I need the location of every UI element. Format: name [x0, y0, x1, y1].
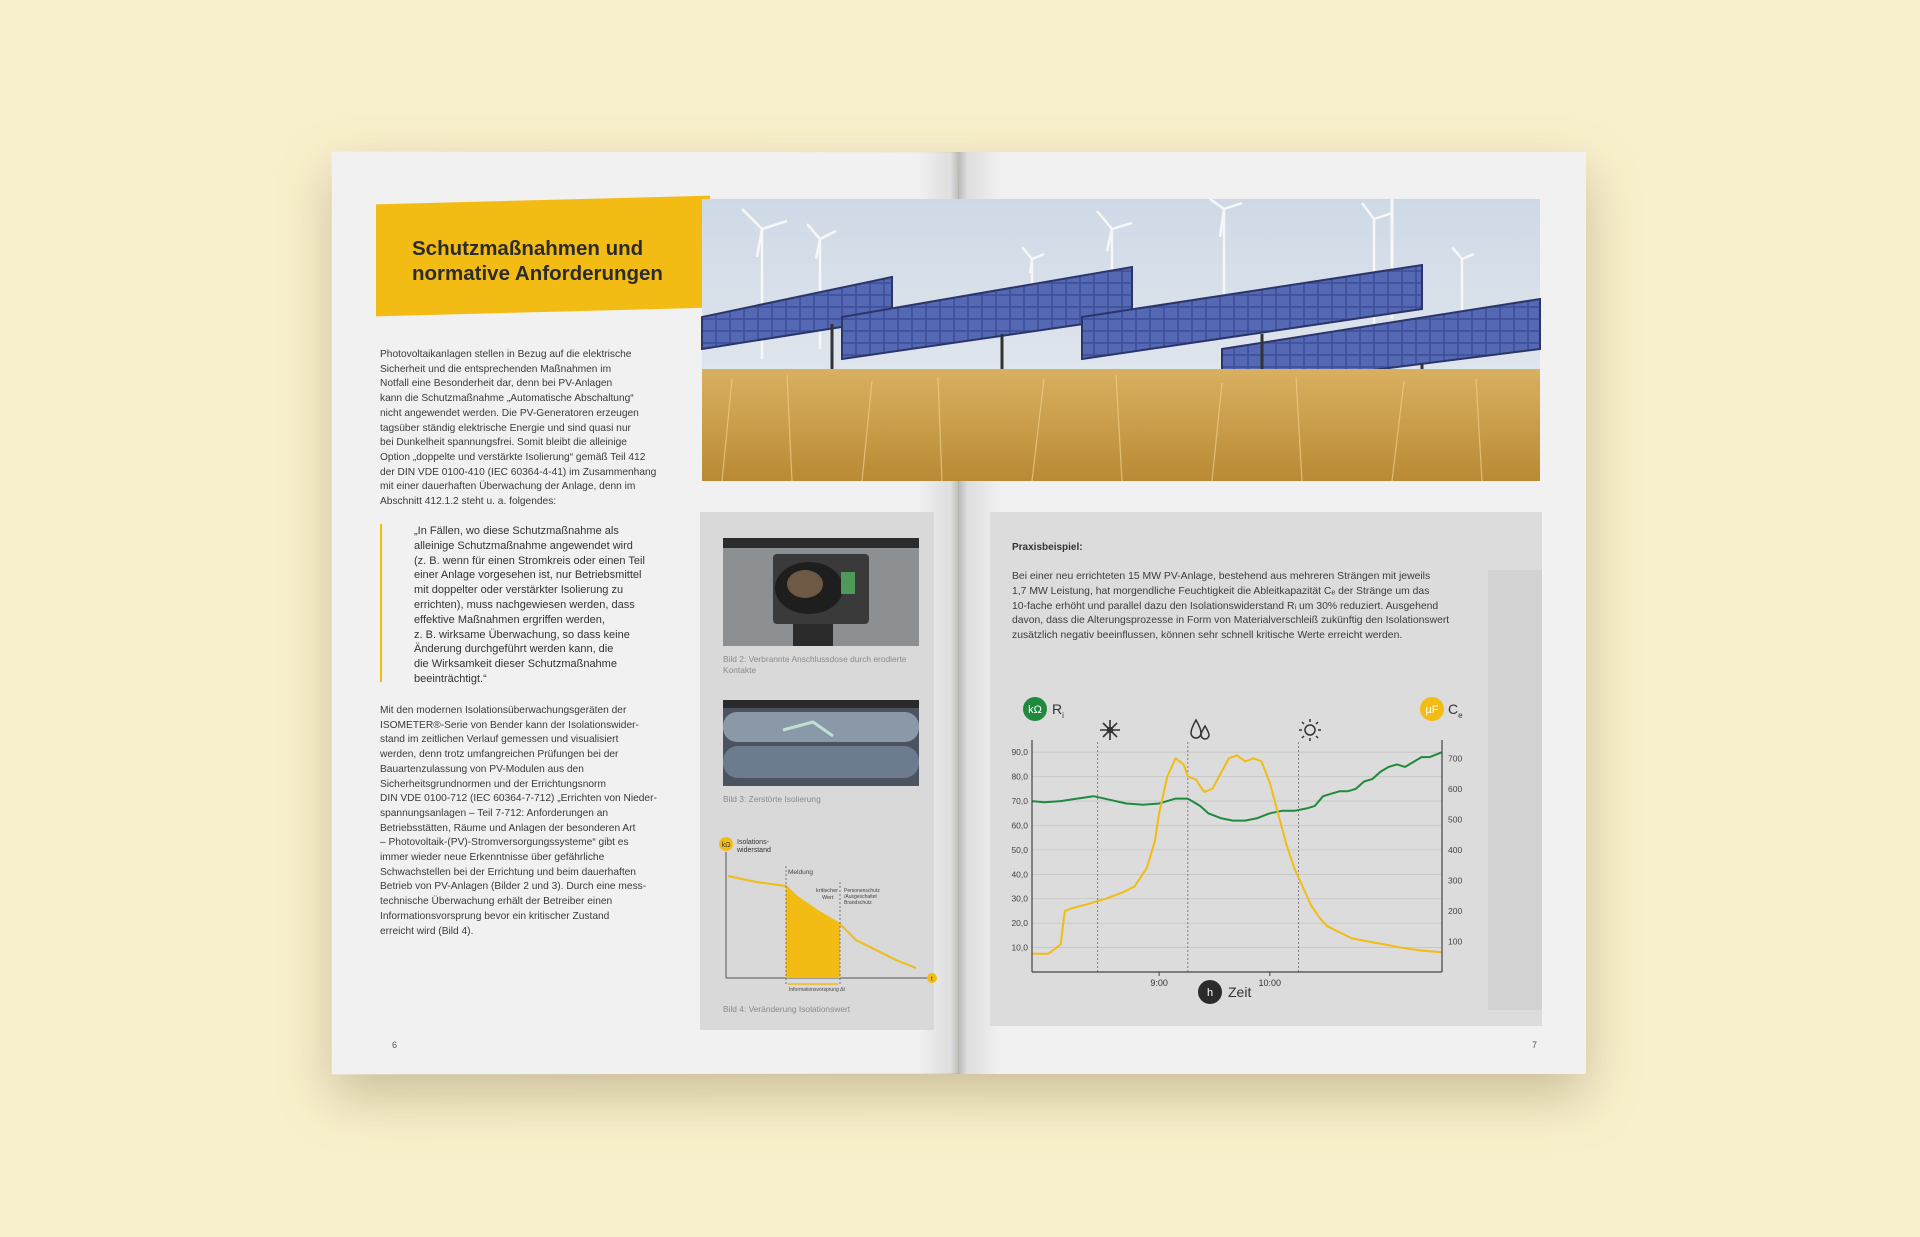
text-line: Abschnitt 412.1.2 steht u. a. folgendes: [380, 496, 557, 508]
text-line: 1,7 MW Leistung, hat morgendliche Feuchtigkeit die Ableitkapazität Cₑ der Stränge um das [1012, 585, 1430, 597]
right-axis-symbol: C [1448, 701, 1459, 717]
damaged-cable-photo [723, 700, 919, 786]
insulation-change-chart [716, 836, 948, 993]
snowflake-icon [1100, 720, 1120, 740]
text-line: stand im zeitlichen Verlauf gemessen und visualisiert [380, 734, 619, 746]
left-tick-label: 40,0 [1011, 869, 1028, 880]
quote-bar [380, 524, 382, 682]
right-tick-label: 300 [1448, 875, 1463, 886]
time-axis-badge-label: h [1206, 987, 1214, 999]
intro-paragraph [380, 348, 680, 510]
time-badge-label: t [931, 976, 933, 983]
norm-quote [406, 524, 676, 687]
y-axis-title: widerstand [737, 847, 771, 854]
text-line: Bauartenzulassung von PV-Modulen aus den [380, 763, 584, 775]
text-line: spannungsanlagen – Teil 7-712: Anforderungen an [380, 807, 609, 819]
x-tick-label: 9:00 [1150, 978, 1168, 988]
text-line: Betrieb von PV-Anlagen (Bilder 2 und 3). Durch eine mess- [380, 881, 647, 893]
chart-gridlines [1032, 752, 1442, 947]
page-number-left: 6 [392, 1040, 398, 1050]
right-tick-label: 100 [1448, 936, 1463, 947]
unit-badge-label: kΩ [721, 842, 731, 849]
y-axis-title: Isolations- [737, 839, 769, 846]
page-title [412, 236, 712, 286]
solar-farm-illustration [702, 199, 1540, 481]
text-line: ISOMETER®-Serie von Bender kann der Isolationswider- [380, 719, 639, 731]
figure-caption: Bild 3: Zerstörte Isolierung [723, 794, 821, 804]
label-protection: Brandschutz [844, 900, 872, 906]
text-line: technische Überwachung erhält der Betreiber einen [380, 896, 613, 908]
left-axis-subscript: i [1062, 711, 1064, 720]
x-tick-label: 10:00 [1258, 978, 1282, 988]
panel-extension [1488, 570, 1542, 1010]
title-line: normative Anforderungen [412, 262, 663, 285]
left-axis-badge-label: kΩ [1028, 704, 1042, 716]
quote-line: die Wirksamkeit dieser Schutzmaßnahme [414, 658, 617, 671]
right-tick-label: 500 [1448, 814, 1463, 825]
left-tick-label: 90,0 [1011, 747, 1028, 758]
quote-line: einer Anlage vorgesehen ist, nur Betriebsmittel [414, 569, 642, 582]
quote-line: mit doppelter oder verstärkter Isolierung zu [414, 584, 624, 597]
text-line: davon, dass die Alterungsprozesse in Form von Materialverschleiß zukünftig den Isolationswert [1012, 615, 1450, 627]
text-line: Informationsvorsprung bevor ein kritischer Zustand [380, 910, 610, 922]
resistance-line [1032, 752, 1442, 820]
text-line: bei Dunkelheit spannungsfrei. Somit bleibt die alleinige [380, 437, 627, 449]
right-tick-label: 600 [1448, 783, 1463, 794]
text-line: tagsüber ständig elektrische Energie und sind quasi nur [380, 422, 631, 434]
text-line: – Photovoltaik-(PV)-Stromversorgungssysteme“ gibt es [380, 837, 629, 849]
junction-box-illustration [723, 538, 919, 646]
label-protection: /Ausgeschaltet [844, 894, 877, 900]
right-tick-label: 700 [1448, 753, 1463, 764]
resistance-capacitance-chart [1010, 690, 1480, 1010]
text-line: immer wieder neue Erkenntnisse über gefährliche [380, 852, 605, 864]
text-line: zusätzlich negativ beeinflussen, können sehr schnell kritische Werte erreicht werden. [1012, 630, 1403, 642]
text-line: Notfall eine Besonderheit dar, denn bei PV-Anlagen [380, 378, 613, 390]
label-critical: kritischer [816, 888, 839, 894]
quote-line: „In Fällen, wo diese Schutzmaßnahme als [414, 525, 619, 537]
left-tick-label: 80,0 [1011, 771, 1028, 782]
quote-line: Änderung durchgeführt werden kann, die [414, 643, 614, 656]
quote-line: alleinige Schutzmaßnahme angewendet wird [414, 539, 633, 552]
cable-illustration [723, 700, 919, 786]
label-interval: Informationsvorsprung Δt [789, 987, 845, 993]
figure-caption [723, 654, 923, 676]
text-line: Bei einer neu errichteten 15 MW PV-Anlage, bestehend aus mehreren Strängen mit jeweils [1012, 571, 1431, 582]
body-paragraph [380, 704, 680, 939]
solar-farm-photo [702, 199, 1540, 481]
left-tick-label: 30,0 [1011, 893, 1028, 904]
quote-line: z. B. wirksame Überwachung, so dass keine [414, 628, 630, 641]
text-line: Mit den modernen Isolationsüberwachungsgeräten der [380, 705, 627, 716]
text-line: werden, denn trotz umfangreichen Prüfungen bei der [380, 749, 619, 761]
text-line: Photovoltaikanlagen stellen in Bezug auf die elektrische [380, 349, 632, 360]
x-axis-title: Zeit [1228, 984, 1252, 1000]
quote-line: errichten), muss nachgewiesen werden, dass [414, 598, 635, 611]
caption-line: Kontakte [723, 665, 757, 675]
text-line: kann die Schutzmaßnahme „Automatische Abschaltung“ [380, 393, 634, 405]
quote-line: effektive Maßnahmen ergriffen werden, [414, 613, 605, 626]
right-tick-label: 400 [1448, 844, 1463, 855]
text-line: mit einer dauerhaften Überwachung der Anlage, denn im [380, 481, 636, 493]
label-critical: Wert [822, 895, 834, 901]
left-axis-ticks [1011, 747, 1028, 952]
title-line: Schutzmaßnahmen und [412, 237, 644, 260]
left-tick-label: 60,0 [1011, 820, 1028, 831]
right-tick-label: 200 [1448, 905, 1463, 916]
text-line: nicht angewendet werden. Die PV-Generatoren erzeugen [380, 407, 639, 419]
quote-line: beeinträchtigt.“ [414, 672, 487, 685]
text-line: Sicherheit und die entsprechenden Maßnahmen im [380, 363, 612, 375]
text-line: 10-fache erhöht und parallel dazu den Isolationswiderstand Rᵢ um 30% reduziert. Ausgehend [1012, 600, 1439, 612]
text-line: Betriebsstätten, Räume und Anlagen der besonderen Art [380, 822, 636, 834]
practice-paragraph [1012, 570, 1472, 644]
sun-icon [1299, 719, 1321, 741]
left-axis-label [1052, 701, 1064, 720]
text-line: Sicherheitsgrundnormen und der Errichtungsnorm [380, 778, 606, 790]
left-tick-label: 20,0 [1011, 918, 1028, 929]
left-tick-label: 50,0 [1011, 844, 1028, 855]
right-axis-subscript: e [1458, 711, 1463, 720]
quote-line: (z. B. wenn für einen Stromkreis oder einen Teil [414, 554, 645, 567]
burnt-junction-box-photo [723, 538, 919, 646]
left-axis-symbol: R [1052, 701, 1063, 717]
text-line: DIN VDE 0100-712 (IEC 60364-7-712) „Errichten von Nieder- [380, 793, 657, 805]
left-tick-label: 70,0 [1011, 796, 1028, 807]
capacitance-line [1032, 755, 1442, 953]
practice-title: Praxisbeispiel: [1012, 542, 1083, 553]
right-axis-badge-label: µF [1425, 704, 1439, 716]
text-line: der DIN VDE 0100-410 (IEC 60364-4-41) im Zusammenhang [380, 466, 657, 478]
text-line: erreicht wird (Bild 4). [380, 925, 474, 937]
right-axis-label [1448, 701, 1463, 720]
figure-caption: Bild 4: Veränderung Isolationswert [723, 1004, 851, 1014]
right-axis-ticks [1448, 753, 1462, 946]
droplets-icon [1191, 720, 1209, 739]
left-tick-label: 10,0 [1011, 942, 1028, 953]
label-protection: Personenschutz [844, 888, 880, 894]
caption-line: Bild 2: Verbrannte Anschlussdose durch erodierte [723, 654, 907, 664]
text-line: Schwachstellen bei der Errichtung und beim dauerhaften [380, 866, 636, 878]
label-message: Meldung [788, 869, 813, 876]
text-line: Option „doppelte und verstärkte Isolierung“ gemäß Teil 412 [380, 451, 646, 463]
page-number-right: 7 [1532, 1040, 1538, 1050]
